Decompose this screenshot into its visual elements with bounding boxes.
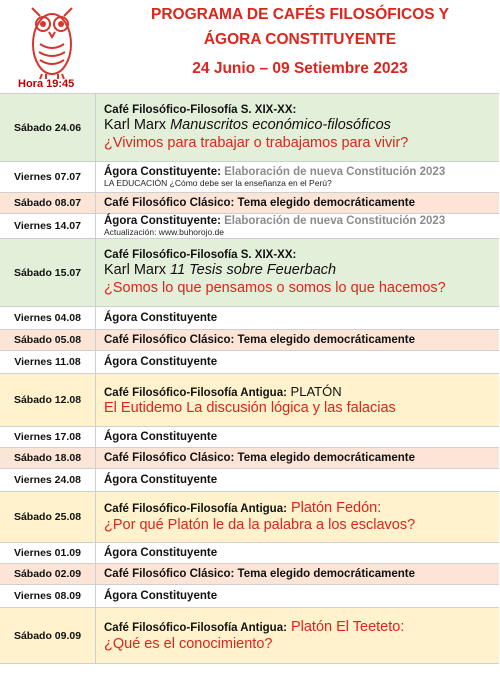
row-date: Sábado 05.08 xyxy=(0,330,96,350)
row-date: Sábado 12.08 xyxy=(0,374,96,426)
table-row xyxy=(0,161,499,192)
event-category xyxy=(104,312,499,324)
event-category xyxy=(104,568,499,580)
event-category xyxy=(104,500,499,516)
table-row xyxy=(0,306,499,329)
event-category xyxy=(104,590,499,602)
event-question: El Eutidemo La discusión lógica y las falacias xyxy=(104,399,396,416)
table-row xyxy=(0,563,499,584)
event-label: Ágora Constituyente xyxy=(104,356,218,368)
date-range: 24 Junio – 09 Setiembre 2023 xyxy=(192,60,408,77)
row-date: Viernes 01.09 xyxy=(0,543,96,563)
row-event xyxy=(96,193,499,213)
table-row xyxy=(0,584,499,607)
event-author: PLATÓN xyxy=(286,383,342,399)
event-label: Ágora Constituyente xyxy=(104,312,218,324)
row-event xyxy=(96,608,499,663)
row-event xyxy=(96,307,499,329)
event-category xyxy=(104,166,499,178)
row-date: Viernes 24.08 xyxy=(0,469,96,491)
event-category xyxy=(104,384,499,399)
row-date: Sábado 02.09 xyxy=(0,564,96,584)
table-row xyxy=(0,426,499,447)
event-label: Café Filosófico Clásico: xyxy=(104,334,235,346)
event-label: Café Filosófico Clásico: xyxy=(104,452,235,464)
event-label: Ágora Constituyente xyxy=(104,474,218,486)
table-row xyxy=(0,542,499,563)
row-event xyxy=(96,427,499,447)
row-date: Viernes 11.08 xyxy=(0,351,96,373)
row-date: Sábado 08.07 xyxy=(0,193,96,213)
title-line-2: ÁGORA CONSTITUYENTE xyxy=(203,31,397,48)
event-work-title: 11 Tesis sobre Feuerbach xyxy=(170,261,337,278)
event-topic: Tema elegido democráticamente xyxy=(234,197,416,209)
table-row xyxy=(0,238,499,306)
row-event xyxy=(96,239,499,306)
row-event xyxy=(96,94,499,161)
start-time: Hora 19:45 xyxy=(18,78,75,90)
event-work xyxy=(104,261,499,279)
event-label: Ágora Constituyente: xyxy=(104,166,221,178)
event-work-title: Platón El Teeteto: xyxy=(286,618,405,635)
event-question: ¿Somos lo que pensamos o somos lo que hacemos? xyxy=(104,279,446,296)
row-event xyxy=(96,469,499,491)
table-row xyxy=(0,468,499,491)
row-event xyxy=(96,585,499,607)
event-label: Café Filosófico Clásico: xyxy=(104,568,235,580)
row-event xyxy=(96,564,499,584)
row-date: Viernes 07.07 xyxy=(0,162,96,192)
table-row xyxy=(0,350,499,373)
table-row xyxy=(0,192,499,213)
event-category xyxy=(104,619,499,635)
page-title xyxy=(110,2,490,52)
event-category xyxy=(104,474,499,486)
row-date: Viernes 04.08 xyxy=(0,307,96,329)
row-date: Sábado 15.07 xyxy=(0,239,96,306)
event-category xyxy=(104,452,499,464)
event-label: Ágora Constituyente xyxy=(104,431,218,443)
event-topic: Tema elegido democráticamente xyxy=(234,568,416,580)
event-label: Café Filosófico-Filosofía Antigua: xyxy=(104,503,287,515)
event-work xyxy=(104,116,499,134)
row-date: Viernes 08.09 xyxy=(0,585,96,607)
title-line-1: PROGRAMA DE CAFÉS FILOSÓFICOS Y xyxy=(151,6,449,23)
event-topic: Elaboración de nueva Constitución 2023 xyxy=(220,166,446,178)
event-category: Café Filosófico-Filosofía S. XIX-XX: xyxy=(104,248,297,261)
event-subtitle: Actualización: www.buhorojo.de xyxy=(104,227,225,237)
row-event xyxy=(96,214,499,238)
table-row xyxy=(0,213,499,238)
event-label: Ágora Constituyente xyxy=(104,547,218,559)
row-date: Viernes 14.07 xyxy=(0,214,96,238)
event-work-title: Manuscritos económico-filosóficos xyxy=(170,116,391,133)
event-category xyxy=(104,547,499,559)
row-event xyxy=(96,330,499,350)
event-question: ¿Qué es el conocimiento? xyxy=(104,635,273,652)
event-author: Karl Marx xyxy=(104,261,171,278)
header xyxy=(0,0,500,92)
event-category xyxy=(104,215,499,227)
event-question: ¿Vivimos para trabajar o trabajamos para vivir? xyxy=(104,134,409,151)
row-date: Sábado 18.08 xyxy=(0,448,96,468)
row-event xyxy=(96,374,499,426)
row-event xyxy=(96,492,499,542)
row-event xyxy=(96,448,499,468)
event-question: ¿Por qué Platón le da la palabra a los esclavos? xyxy=(104,517,416,533)
owl-logo-icon xyxy=(22,2,82,80)
row-event xyxy=(96,162,499,192)
table-row xyxy=(0,447,499,468)
table-row xyxy=(0,329,499,350)
event-category xyxy=(104,197,499,209)
row-date: Sábado 24.06 xyxy=(0,94,96,161)
event-category xyxy=(104,334,499,346)
event-subtitle: LA EDUCACIÓN ¿Cómo debe ser la enseñanza en el Perú? xyxy=(104,178,332,188)
row-date: Sábado 25.08 xyxy=(0,492,96,542)
row-event xyxy=(96,543,499,563)
table-row xyxy=(0,491,499,542)
event-topic: Elaboración de nueva Constitución 2023 xyxy=(220,215,446,227)
event-topic: Tema elegido democráticamente xyxy=(234,452,416,464)
row-date: Viernes 17.08 xyxy=(0,427,96,447)
event-topic: Tema elegido democráticamente xyxy=(234,334,416,346)
table-row xyxy=(0,373,499,426)
row-date: Sábado 09.09 xyxy=(0,608,96,663)
event-author: Karl Marx xyxy=(104,116,171,133)
event-label: Café Filosófico Clásico: xyxy=(104,197,235,209)
event-label: Café Filosófico-Filosofía Antigua: xyxy=(104,621,287,634)
event-work-title: Platón Fedón: xyxy=(286,500,382,516)
table-row xyxy=(0,607,499,664)
event-label: Café Filosófico-Filosofía Antigua: xyxy=(104,386,287,399)
event-category xyxy=(104,356,499,368)
event-label: Ágora Constituyente: xyxy=(104,215,221,227)
table-row xyxy=(0,93,499,161)
row-event xyxy=(96,351,499,373)
event-label: Ágora Constituyente xyxy=(104,590,218,602)
event-category xyxy=(104,431,499,443)
event-category: Café Filosófico-Filosofía S. XIX-XX: xyxy=(104,103,297,116)
